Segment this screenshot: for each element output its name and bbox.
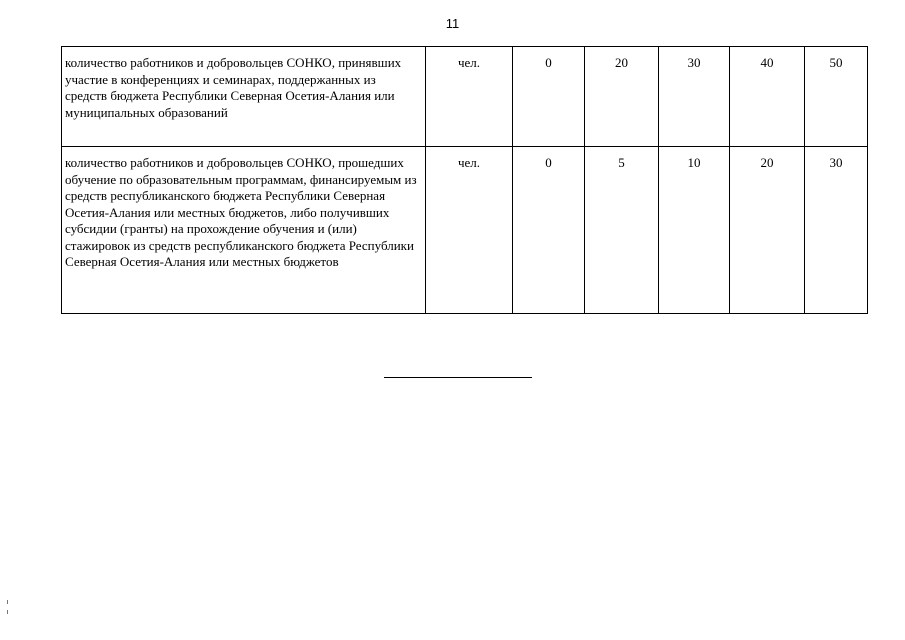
indicator-value: 30 <box>659 47 730 147</box>
indicator-value: 5 <box>585 147 659 314</box>
indicator-value: 40 <box>730 47 805 147</box>
indicator-value: 20 <box>730 147 805 314</box>
indicator-description: количество работников и добровольцев СОНКО, принявших участие в конференциях и семинарах, поддержанных из средств бюджета Республики Северная Осетия-Алания или муниципальных образований <box>62 47 426 147</box>
indicator-unit: чел. <box>426 47 513 147</box>
indicator-value: 0 <box>513 147 585 314</box>
scan-edge-mark <box>7 610 8 614</box>
indicator-value: 50 <box>805 47 868 147</box>
indicator-description: количество работников и добровольцев СОНКО, прошедших обучение по образовательным программам, финансируемым из средств республиканского бюджета Республики Северная Осетия-Алания или местных бюджетов, либо получивших субсидии (гранты) на прохождение обучения и (или) стажировок из средств республиканского бюджета Республики Северная Осетия-Алания или местных бюджетов <box>62 147 426 314</box>
indicator-unit: чел. <box>426 147 513 314</box>
table-row <box>62 47 868 147</box>
table-row <box>62 147 868 314</box>
indicator-value: 20 <box>585 47 659 147</box>
indicator-value: 0 <box>513 47 585 147</box>
page-number: 11 <box>445 16 460 31</box>
end-of-section-rule <box>384 377 532 378</box>
indicator-value: 30 <box>805 147 868 314</box>
indicators-table <box>61 46 868 314</box>
scan-edge-mark <box>7 600 8 604</box>
indicator-value: 10 <box>659 147 730 314</box>
